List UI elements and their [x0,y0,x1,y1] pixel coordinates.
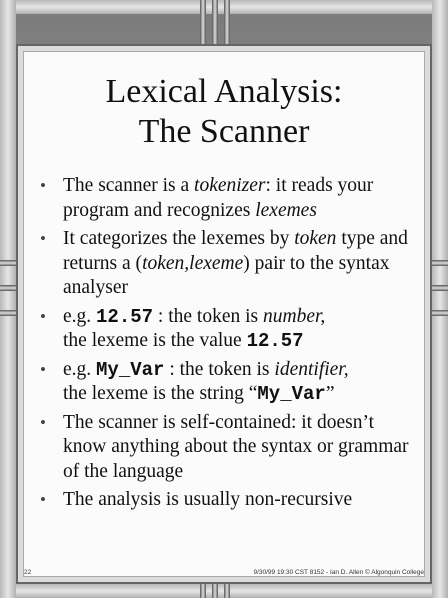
bullet-text: ” [325,383,335,404]
page-number: 22 [24,569,32,576]
bullet-emphasis: tokenizer [194,175,266,196]
bullet-text: ) pair to the syntax analyser [63,252,390,298]
bullet-emphasis: token [294,228,337,249]
bullet-emphasis: token,lexeme [142,252,244,274]
bullet-text: the lexeme is the value [63,330,247,351]
slide-card [16,44,432,584]
bullet-item [36,488,414,513]
frame-band-right [432,0,448,598]
frame-tick [224,0,230,46]
bullet-text: : it reads your program and recognizes [63,175,374,221]
code-literal: My_Var [257,383,326,405]
bullet-emphasis: number, [263,305,326,327]
bullet-text: e.g. [63,305,97,327]
slide-title-line2: The Scanner [138,113,310,150]
bullet-icon: • [40,229,46,248]
bullet-text: the lexeme is the string “ [63,383,258,404]
frame-band-left [0,0,16,598]
code-literal: 12.57 [246,330,304,352]
frame-tick [212,0,218,46]
bullet-text: : the token is [153,305,263,327]
bullet-text: The scanner is self-contained: it doesn’t know anything about the syntax or grammar of the language [63,411,409,482]
bullet-emphasis: identifier, [274,358,349,380]
bullet-text: It categorizes the lexemes by [63,228,295,249]
bullet-icon: • [40,412,46,432]
bullet-icon: • [40,176,46,195]
bullet-item [36,411,414,485]
slide-title-line1: Lexical Analysis: [105,73,343,110]
frame-tick [200,0,206,46]
footer-credit: 9/30/99 19:30 CST 8152 - Ian D. Allen © Algonquin College [253,569,424,576]
bullet-text: The analysis is usually non-recursive [63,489,353,510]
bullet-text: type and returns a ( [63,228,408,274]
bullet-item [36,305,414,354]
bullet-item [36,174,414,223]
bullet-icon: • [40,490,46,509]
code-literal: My_Var [96,358,165,381]
bullet-item [36,358,414,407]
bullet-icon: • [40,306,46,326]
bullet-icon: • [40,359,46,379]
bullet-text: : the token is [164,358,275,380]
bullet-item [36,227,414,301]
slide-title [18,72,430,152]
bullet-text: e.g. [63,358,97,380]
bullet-text: The scanner is a [63,175,195,196]
bullet-list [36,174,414,517]
bullet-emphasis: lexemes [255,199,317,221]
code-literal: 12.57 [96,305,154,328]
